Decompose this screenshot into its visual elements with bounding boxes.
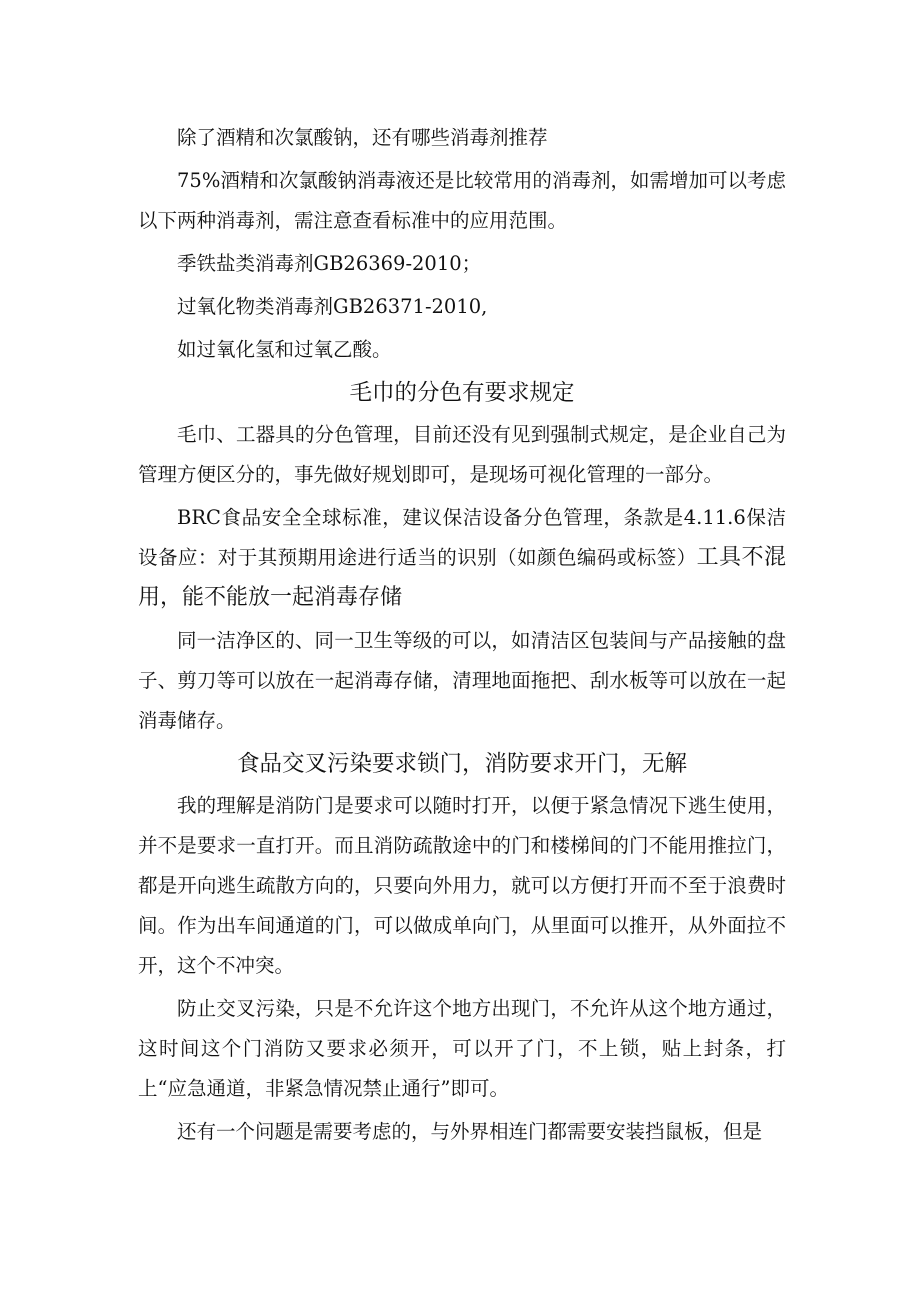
paragraph-standard-quaternary: 季铁盐类消毒剂GB26369-2010； — [177, 252, 482, 275]
section-heading-tools-storage: 工具不混用，能不能放一起消毒存储 — [138, 545, 786, 610]
brc-standard-text: BRC食品安全全球标准，建议保洁设备分色管理，条款是4.11.6保洁设备应：对于其预期用途进行适当的识别（如颜色编码或标签） — [138, 506, 786, 569]
paragraph-brc-standard — [138, 498, 786, 618]
paragraph-color-management: 毛巾、工器具的分色管理，目前还没有见到强制式规定，是企业自己为管理方便区分的，事先做好规划即可，是现场可视化管理的一部分。 — [138, 423, 786, 486]
paragraph-common-disinfectants: 75%酒精和次氯酸钠消毒液还是比较常用的消毒剂，如需增加可以考虑以下两种消毒剂，需注意查看标准中的应用范围。 — [138, 169, 786, 232]
paragraph-cross-contamination: 防止交叉污染，只是不允许这个地方出现门，不允许从这个地方通过，这时间这个门消防又要求必须开，可以开了门，不上锁，贴上封条，打上“应急通道，非紧急情况禁止通行”即可。 — [138, 997, 786, 1100]
paragraph-same-zone-storage: 同一洁净区的、同一卫生等级的可以，如清洁区包装间与产品接触的盘子、剪刀等可以放在一起消毒存储，清理地面拖把、刮水板等可以放在一起消毒储存。 — [138, 629, 786, 732]
paragraph-fire-door: 我的理解是消防门是要求可以随时打开，以便于紧急情况下逃生使用，并不是要求一直打开。而且消防疏散途中的门和楼梯间的门不能用推拉门，都是开向逃生疏散方向的，只要向外用力，就可以方便打开而不至于浪费时间。作为出车间通道的门，可以做成单向门，从里面可以推开，从外面拉不开，这个不冲突。 — [138, 794, 786, 977]
section-heading-door-conflict: 食品交叉污染要求锁门，消防要求开门，无解 — [236, 751, 687, 777]
document-body — [138, 118, 786, 1152]
section-heading-towel-color: 毛巾的分色有要求规定 — [349, 380, 575, 406]
paragraph-question-disinfectants: 除了酒精和次氯酸钠，还有哪些消毒剂推荐 — [177, 126, 548, 149]
paragraph-standard-peroxide: 过氧化物类消毒剂GB26371-2010, — [177, 295, 488, 318]
paragraph-rodent-board: 还有一个问题是需要考虑的，与外界相连门都需要安装挡鼠板，但是 — [177, 1120, 763, 1143]
paragraph-peroxide-examples: 如过氧化氢和过氧乙酸。 — [177, 338, 392, 361]
